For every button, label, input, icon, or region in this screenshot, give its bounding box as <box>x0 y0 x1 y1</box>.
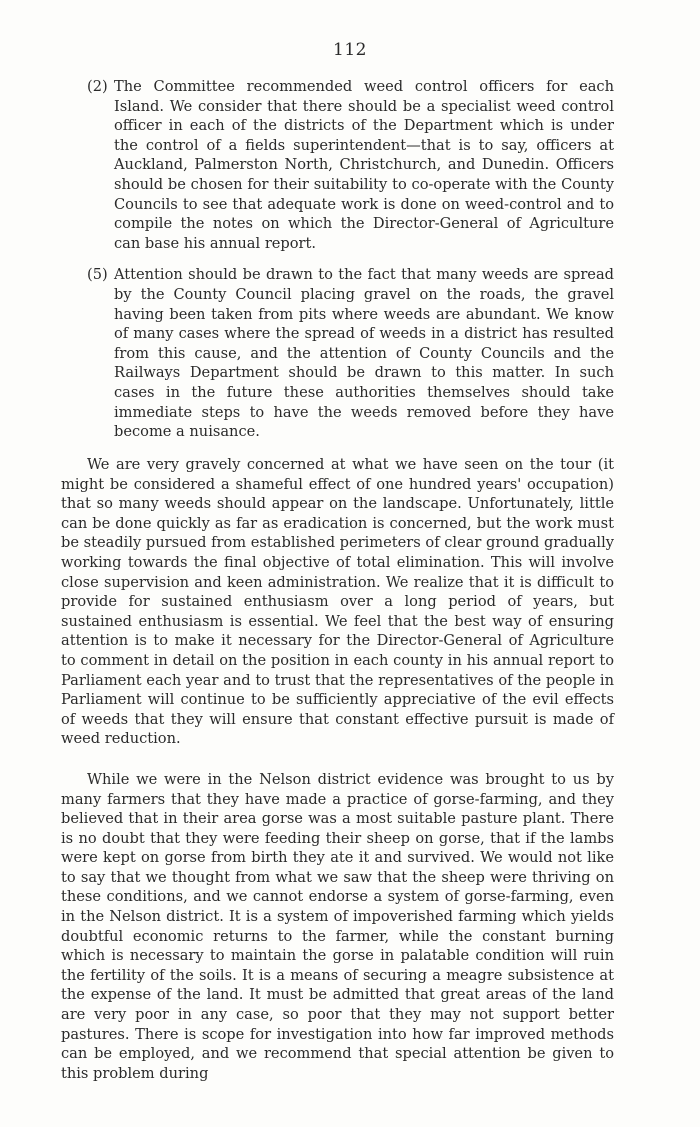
paragraph: We are very gravely concerned at what we have seen on the tour (it might be considered a shameful effect of one hundred years' occupation) that so many weeds should appear on the landscape. Unfortunately, little can be done quickly as far as eradication is concerned, but the work must be steadily pursued from established perimeters of clear ground gradually working towards the final objective of total elimination. This will involve close supervision and keen administration. We realize that it is difficult to provide for sustained enthusiasm over a long period of years, but sustained enthusiasm is essential. We feel that the best way of ensuring attention is to make it necessary for the Director-General of Agriculture to comment in detail on the position in each county in his annual report to Parliament each year and to trust that the representatives of the people in Parliament will continue to be sufficiently appreciative of the evil effects of weeds that they will ensure that constant effective pursuit is made of weed reduction. <box>61 456 614 748</box>
page-number: 112 <box>333 40 367 60</box>
recommendation-item <box>87 77 614 253</box>
paragraph: While we were in the Nelson district evidence was brought to us by many farmers that they have made a practice of gorse-farming, and they believed that in their area gorse was a most suitable pasture plant. There is no doubt that they were feeding their sheep on gorse, that if the lambs were kept on gorse from birth they ate it and survived. We would not like to say that we thought from what we saw that the sheep were thriving on these conditions, and we cannot endorse a system of gorse-farming, even in the Nelson district. It is a system of impoverished farming which yields doubtful economic returns to the farmer, while the constant burning which is necessary to maintain the gorse in palatable condition will ruin the fertility of the soils. It is a means of securing a meagre subsistence at the expense of the land. It must be admitted that great areas of the land are very poor in any case, so poor that they may not support better pastures. There is scope for investigation into how far improved methods can be employed, and we recommend that special attention be given to this problem during <box>61 770 614 1082</box>
item-text: Attention should be drawn to the fact that many weeds are spread by the County Council placing gravel on the roads, the gravel having been taken from pits where weeds are abundant. We know of many cases where the spread of weeds in a district has resulted from this cause, and the attention of County Councils and the Railways Department should be drawn to this matter. In such cases in the future these authorities themselves should take immediate steps to have the weeds removed before they have become a nuisance. <box>114 266 614 441</box>
numbered-recommendations <box>87 77 614 454</box>
body-text <box>61 455 614 1104</box>
item-number: (5) <box>87 266 108 284</box>
recommendation-item <box>87 265 614 441</box>
item-text: The Committee recommended weed control officers for each Island. We consider that there should be a specialist weed control officer in each of the districts of the Department which is under the control of a fields superintendent—that is to say, officers at Auckland, Palmerston North, Christchurch, and Dunedin. Officers should be chosen for their suitability to co-operate with the County Councils to see that adequate work is done on weed-control and to compile the notes on which the Director-General of Agriculture can base his annual report. <box>114 78 614 252</box>
item-number: (2) <box>87 78 108 95</box>
